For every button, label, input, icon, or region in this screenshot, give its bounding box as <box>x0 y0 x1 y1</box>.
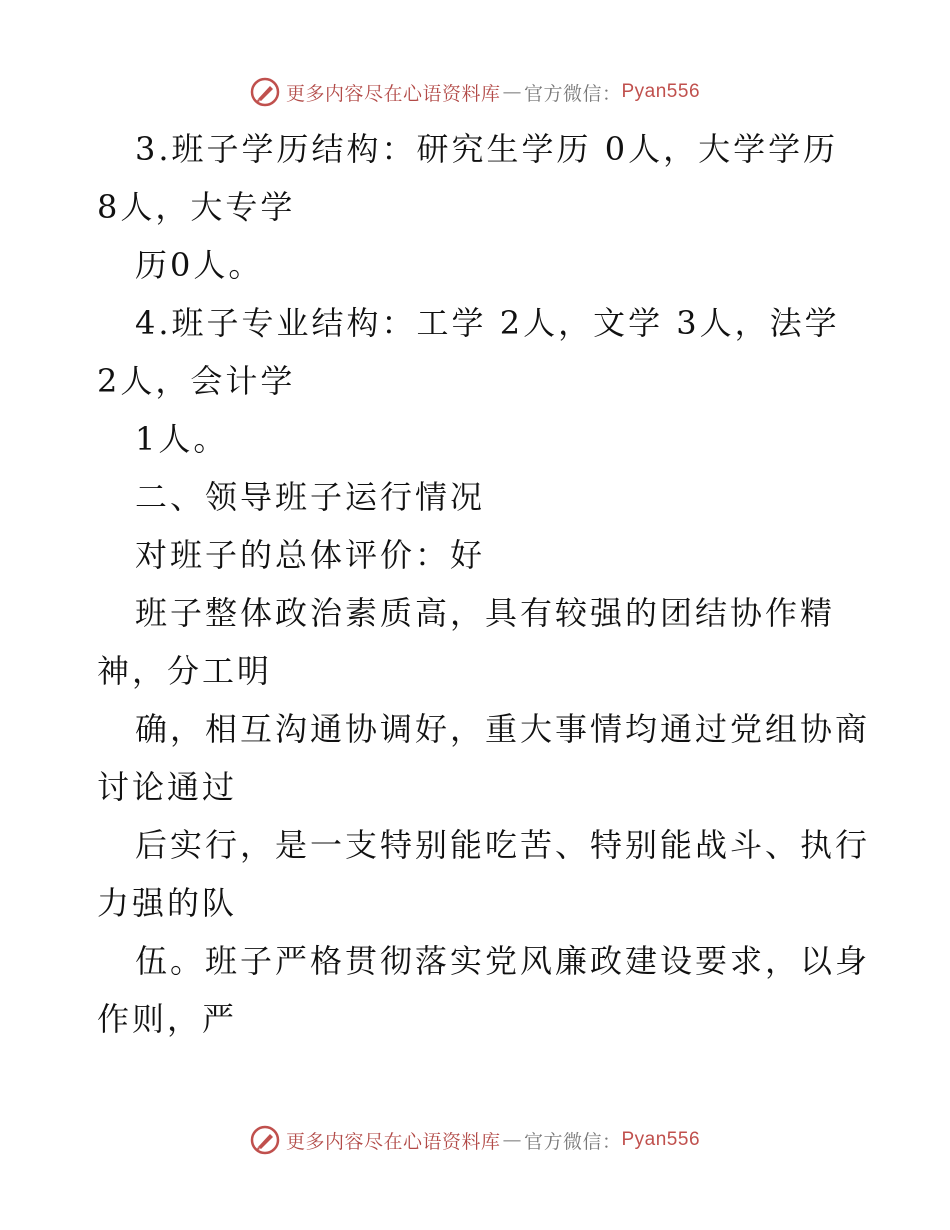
body-line: 作则，严 <box>97 1000 238 1038</box>
watermark-id: Pyan556 <box>621 1129 701 1150</box>
watermark-site-text: 更多内容尽在心语资料库 <box>285 1130 501 1153</box>
body-line: 历0人。 <box>135 246 264 284</box>
body-line: 确，相互沟通协调好，重大事情均通过党组协商 <box>135 710 871 748</box>
footer-watermark <box>0 1120 950 1160</box>
body-line: 讨论通过 <box>97 768 238 806</box>
body-line: 后实行，是一支特别能吃苦、特别能战斗、执行 <box>135 826 871 864</box>
section-heading: 二、领导班子运行情况 <box>135 478 486 516</box>
body-line: 2人，会计学 <box>97 362 296 400</box>
body-line: 3.班子学历结构：研究生学历 0人，大学学历 <box>135 130 839 168</box>
body-line: 对班子的总体评价：好 <box>135 536 486 574</box>
header-watermark <box>0 72 950 112</box>
body-line: 4.班子专业结构：工学 2人，文学 3人，法学 <box>135 304 840 342</box>
watermark-site-text: 更多内容尽在心语资料库 <box>285 82 501 105</box>
body-line: 1人。 <box>135 420 229 458</box>
body-line: 力强的队 <box>97 884 238 922</box>
watermark-separator: — <box>502 1129 522 1151</box>
body-line: 伍。班子严格贯彻落实党风廉政建设要求，以身 <box>135 942 871 980</box>
document-body <box>97 120 871 1048</box>
pen-logo-icon <box>250 1125 280 1155</box>
watermark-label: 官方微信： <box>523 82 622 105</box>
body-line: 8人，大专学 <box>97 188 296 226</box>
body-line: 班子整体政治素质高，具有较强的团结协作精 <box>135 594 836 632</box>
pen-logo-icon <box>250 77 280 107</box>
body-line: 神，分工明 <box>97 652 273 690</box>
watermark-separator: — <box>502 81 522 103</box>
watermark-id: Pyan556 <box>621 81 701 102</box>
watermark-label: 官方微信： <box>523 1130 622 1153</box>
